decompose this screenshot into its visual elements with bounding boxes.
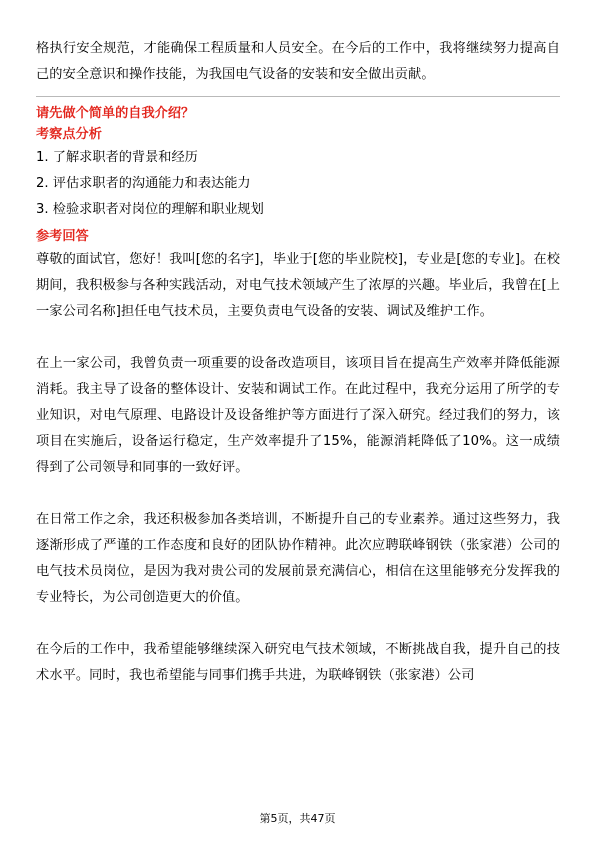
analysis-points-list — [36, 145, 560, 223]
answer-heading: 参考回答 — [36, 229, 89, 244]
answer-paragraph: 在上一家公司，我曾负责一项重要的设备改造项目，该项目旨在提高生产效率并降低能源消耗。我主导了设备的整体设计、安装和调试工作。在此过程中，我充分运用了所学的专业知识，对电气原理、电路设计及设备维护等方面进行了深入研究。经过我们的努力，该项目在实施后，设备运行稳定，生产效率提升了15%，能源消耗降低了10%。这一成绩得到了公司领导和同事的一致好评。 — [36, 356, 560, 475]
analysis-point: 1. 了解求职者的背景和经历 — [36, 150, 198, 165]
analysis-heading: 考察点分析 — [36, 127, 102, 142]
answer-paragraph: 在今后的工作中，我希望能够继续深入研究电气技术领域，不断挑战自我，提升自己的技术水平。同时，我也希望能与同事们携手共进，为联峰钢铁（张家港）公司 — [36, 642, 560, 683]
analysis-point: 2. 评估求职者的沟通能力和表达能力 — [36, 176, 251, 191]
continued-paragraph: 格执行安全规范，才能确保工程质量和人员安全。在今后的工作中，我将继续努力提高自己的安全意识和操作技能，为我国电气设备的安装和安全做出贡献。 — [36, 41, 560, 82]
section-divider — [36, 96, 560, 97]
paragraph-gap — [36, 611, 560, 637]
analysis-point: 3. 检验求职者对岗位的理解和职业规划 — [36, 202, 264, 217]
page-content — [36, 36, 560, 689]
paragraph-gap — [36, 325, 560, 351]
answer-paragraph: 在日常工作之余，我还积极参加各类培训，不断提升自己的专业素养。通过这些努力，我逐渐形成了严谨的工作态度和良好的团队协作精神。此次应聘联峰钢铁（张家港）公司的电气技术员岗位，是因为我对贵公司的发展前景充满信心，相信在这里能够充分发挥我的专业特长，为公司创造更大的价值。 — [36, 512, 560, 605]
paragraph-gap — [36, 481, 560, 507]
answer-paragraph: 尊敬的面试官，您好！我叫[您的名字]，毕业于[您的毕业院校]，专业是[您的专业]。在校期间，我积极参与各种实践活动，对电气技术领域产生了浓厚的兴趣。毕业后，我曾在[上一家公司名称]担任电气技术员，主要负责电气设备的安装、调试及维护工作。 — [36, 252, 560, 319]
page-number-footer: 第5页，共47页 — [259, 812, 336, 825]
interview-question: 请先做个简单的自我介绍？ — [36, 106, 195, 121]
